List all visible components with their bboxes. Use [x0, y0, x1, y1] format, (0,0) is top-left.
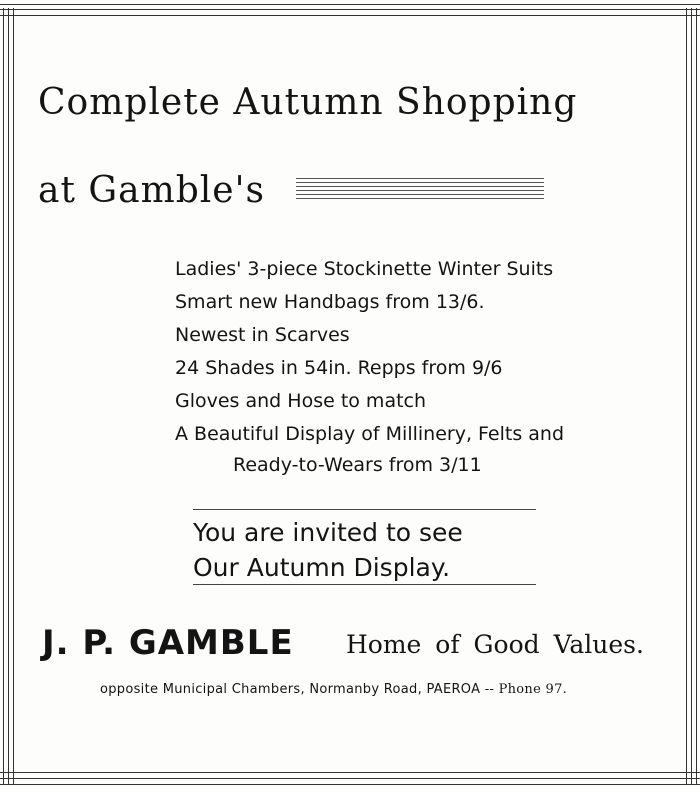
list-item: Smart new Handbags from 13/6.	[175, 291, 485, 313]
right-border-rule	[686, 8, 687, 784]
left-border-rule	[3, 8, 4, 784]
top-border-rule	[0, 15, 700, 16]
store-address-line	[100, 682, 567, 697]
merchandise-list	[175, 253, 564, 479]
top-border-rule	[0, 4, 700, 5]
invitation-line-1: You are invited to see	[193, 518, 463, 547]
bottom-border-rule	[0, 772, 700, 773]
list-item: A Beautiful Display of Millinery, Felts and	[175, 423, 565, 445]
right-border-rule	[696, 8, 697, 784]
store-phone: -- Phone 97.	[484, 682, 568, 697]
headline-line-2: at Gamble's	[38, 170, 265, 211]
list-item: Newest in Scarves	[175, 324, 350, 346]
bottom-border-rule	[0, 778, 700, 779]
invitation-top-rule	[193, 509, 536, 510]
invitation-bottom-rule	[193, 584, 536, 585]
decorative-filler-lines	[296, 178, 544, 204]
list-item: Gloves and Hose to match	[175, 390, 427, 412]
list-item-continuation: Ready-to-Wears from 3/11	[233, 454, 482, 476]
top-border-rule	[0, 9, 700, 10]
invitation-line-2: Our Autumn Display.	[193, 553, 451, 582]
store-tagline: Home of Good Values.	[346, 630, 644, 659]
store-address: opposite Municipal Chambers, Normanby Road, PAEROA	[100, 682, 481, 697]
store-name: J. P. GAMBLE	[42, 623, 294, 663]
invitation	[193, 515, 463, 585]
list-item: Ladies' 3-piece Stockinette Winter Suits	[175, 258, 554, 280]
left-border-rule	[8, 8, 9, 784]
headline-line-1: Complete Autumn Shopping	[38, 82, 578, 123]
bottom-border-rule	[0, 784, 700, 785]
left-border-rule	[13, 8, 14, 784]
list-item: 24 Shades in 54in. Repps from 9/6	[175, 357, 503, 379]
right-border-rule	[691, 8, 692, 784]
